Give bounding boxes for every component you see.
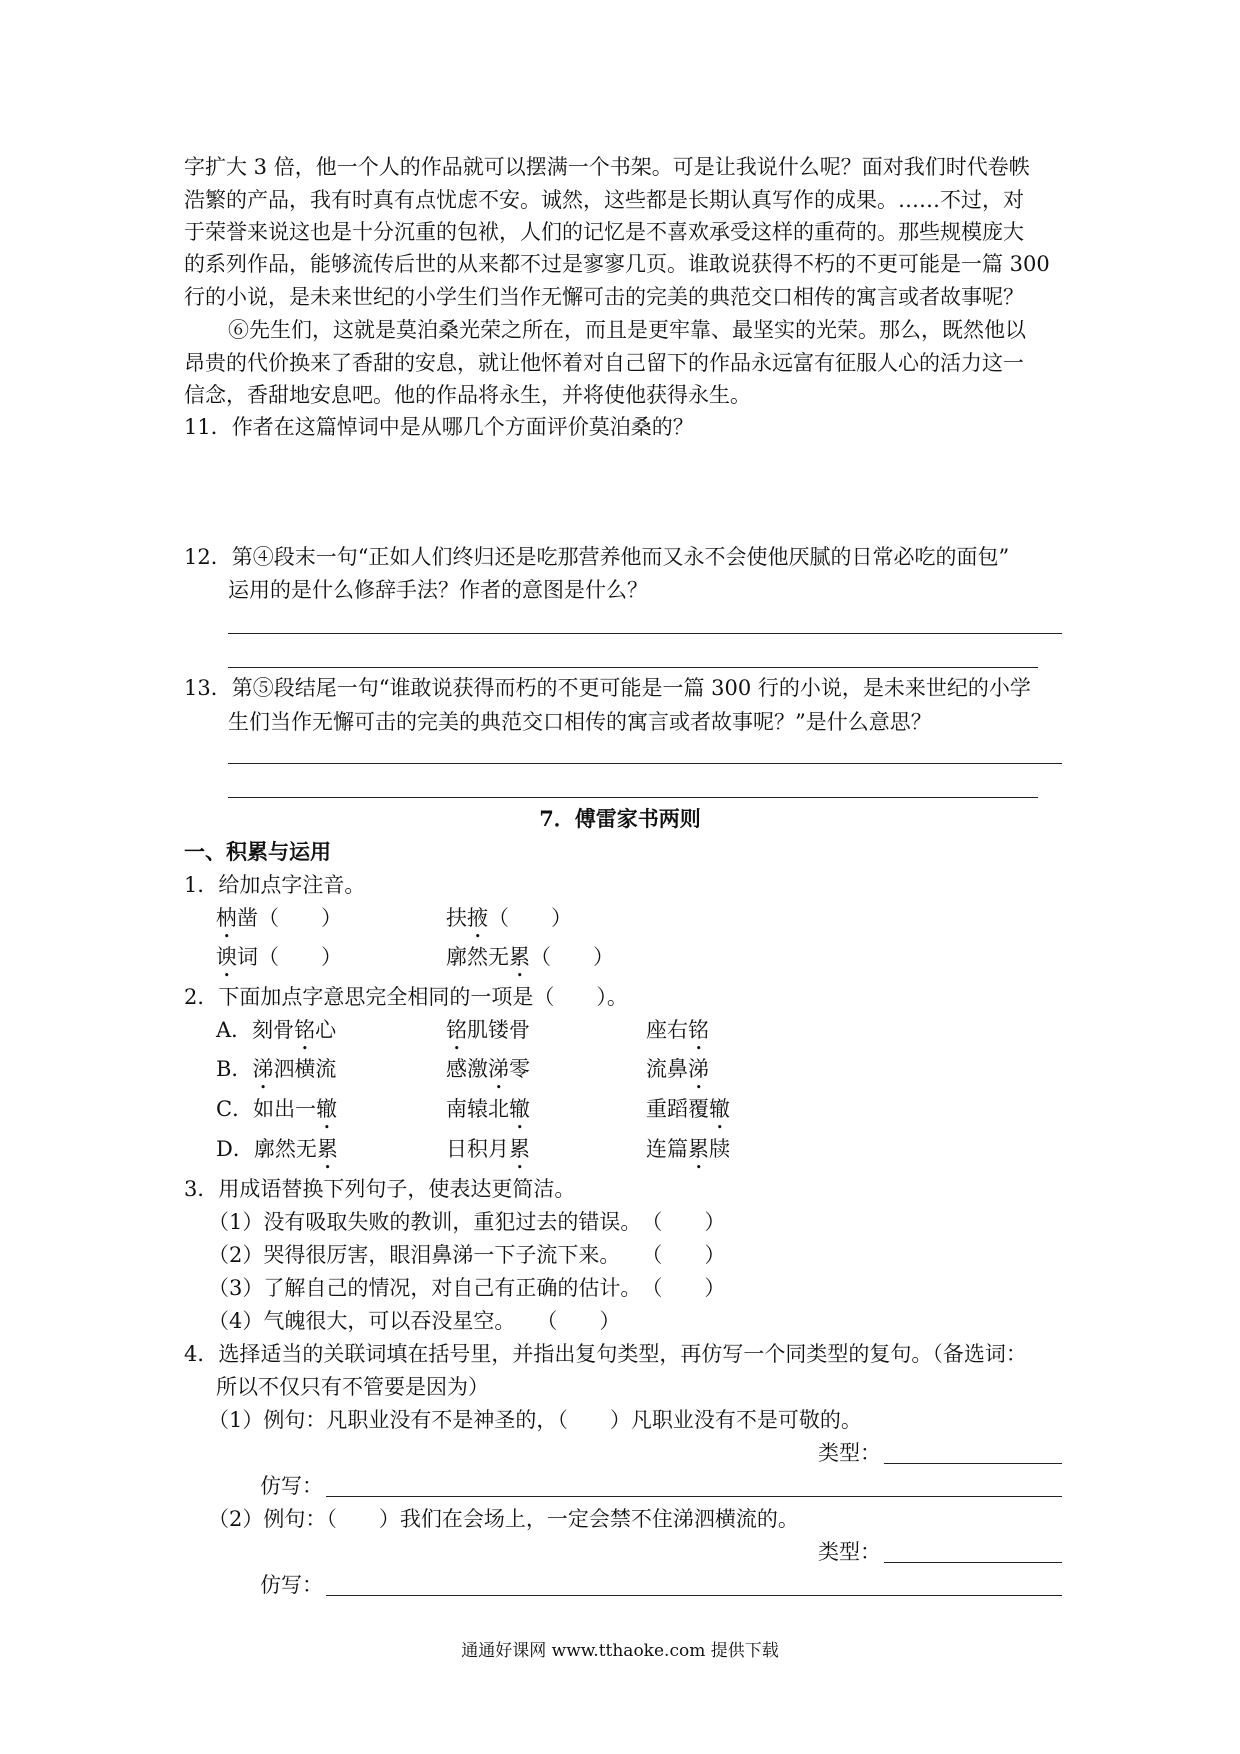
lesson-title: 7．傅雷家书两则 [539, 806, 701, 831]
option-cell: 连篇累牍 [646, 1137, 730, 1161]
page-footer: 通通好课网 www.tthaoke.com 提供下载 [461, 1641, 779, 1661]
lesson-question-4-line2: 所以不仅只有不管要是因为） [216, 1375, 489, 1399]
lesson-question-2: 2．下面加点字意思完全相同的一项是（ ）。 [184, 985, 628, 1009]
idiom-item: （4）气魄很大，可以吞没星空。 （ ） [208, 1309, 621, 1333]
option-cell: 日积月累 [446, 1137, 530, 1161]
dotted-char: 累 [316, 1137, 338, 1161]
dotted-char: 枘 [216, 906, 237, 930]
imitate-answer-line[interactable] [326, 1595, 1062, 1596]
imitate-answer-line[interactable] [326, 1496, 1062, 1497]
dotted-char: 累 [509, 945, 530, 969]
dotted-char: 涕 [688, 1057, 709, 1081]
question-13-line1: 13．第⑤段结尾一句“谁敢说获得而朽的不更可能是一篇 300 行的小说，是未来世纪的小学 [184, 676, 1031, 700]
answer-blank-line[interactable] [228, 763, 1062, 764]
passage-line: 浩繁的产品，我有时真有点忧虑不安。诚然，这些都是长期认真写作的成果。……不过，对 [184, 188, 1024, 212]
type-answer-line[interactable] [884, 1562, 1062, 1563]
lesson-question-3: 3．用成语替换下列句子，使表达更简洁。 [184, 1177, 576, 1201]
section-heading: 一、积累与运用 [184, 839, 331, 864]
dotted-char: 涕 [252, 1057, 274, 1081]
option-cell: B．涕泗横流 [216, 1057, 337, 1081]
dotted-char: 累 [688, 1137, 709, 1161]
option-cell: 感激涕零 [446, 1057, 530, 1081]
question-13-line2: 生们当作无懈可击的完美的典范交口相传的寓言或者故事呢？”是什么意思？ [228, 710, 932, 734]
question-12-line2: 运用的是什么修辞手法？作者的意图是什么？ [228, 578, 648, 602]
imitate-label: 仿写： [260, 1573, 323, 1597]
passage-line: 昂贵的代价换来了香甜的安息，就让他怀着对自己留下的作品永远富有征服人心的活力这一 [184, 351, 1024, 375]
option-cell: 重蹈覆辙 [646, 1097, 730, 1121]
dotted-char: 辙 [509, 1097, 530, 1121]
lesson-question-1: 1．给加点字注音。 [184, 873, 366, 897]
dotted-char: 铭 [688, 1018, 709, 1042]
dotted-char: 铭 [446, 1018, 467, 1042]
pinyin-item: 谀词（ ） [216, 945, 342, 969]
answer-blank-line[interactable] [228, 667, 1038, 668]
type-label: 类型： [818, 1441, 881, 1465]
dotted-char: 谀 [216, 945, 237, 969]
answer-blank-line[interactable] [228, 633, 1062, 634]
example-sentence-1: （1）例句：凡职业没有不是神圣的，（ ）凡职业没有不是可敬的。 [208, 1408, 862, 1432]
example-sentence-2: （2）例句：（ ）我们在会场上，一定会禁不住涕泗横流的。 [208, 1507, 799, 1531]
option-cell: 流鼻涕 [646, 1057, 709, 1081]
passage-line: 的系列作品，能够流传后世的从来都不过是寥寥几页。谁敢说获得不朽的不更可能是一篇 300 [184, 252, 1050, 276]
idiom-item: （1）没有吸取失败的教训，重犯过去的错误。 （ ） [208, 1210, 726, 1234]
passage-line: 行的小说，是未来世纪的小学生们当作无懈可击的完美的典范交口相传的寓言或者故事呢？ [184, 285, 1024, 309]
option-cell: 南辕北辙 [446, 1097, 530, 1121]
pinyin-item: 廓然无累（ ） [446, 945, 614, 969]
question-12-line1: 12．第④段末一句“正如人们终归还是吃那营养他而又永不会使他厌腻的日常必吃的面包” [184, 545, 1010, 569]
dotted-char: 掖 [467, 906, 488, 930]
dotted-char: 累 [509, 1137, 530, 1161]
imitate-label: 仿写： [260, 1474, 323, 1498]
passage-line: 于荣誉来说这也是十分沉重的包袱，人们的记忆是不喜欢承受这样的重荷的。那些规模庞大 [184, 220, 1024, 244]
type-label: 类型： [818, 1540, 881, 1564]
dotted-char: 辙 [709, 1097, 730, 1121]
dotted-char: 涕 [488, 1057, 509, 1081]
dotted-char: 铭 [294, 1018, 316, 1042]
idiom-item: （2）哭得很厉害，眼泪鼻涕一下子流下来。 （ ） [208, 1243, 726, 1267]
pinyin-item: 枘凿（ ） [216, 906, 342, 930]
answer-blank-line[interactable] [228, 797, 1038, 798]
pinyin-item: 扶掖（ ） [446, 906, 572, 930]
option-cell: 座右铭 [646, 1018, 709, 1042]
idiom-item: （3）了解自己的情况，对自己有正确的估计。 （ ） [208, 1276, 726, 1300]
option-cell: C．如出一辙 [216, 1097, 338, 1121]
question-11: 11．作者在这篇悼词中是从哪几个方面评价莫泊桑的？ [184, 415, 694, 439]
option-cell: 铭肌镂骨 [446, 1018, 530, 1042]
dotted-char: 辙 [316, 1097, 338, 1121]
lesson-question-4-line1: 4．选择适当的关联词填在括号里，并指出复句类型，再仿写一个同类型的复句。（备选词： [184, 1342, 1027, 1366]
option-cell: A．刻骨铭心 [216, 1018, 337, 1042]
passage-line: 信念，香甜地安息吧。他的作品将永生，并将使他获得永生。 [184, 383, 751, 407]
type-answer-line[interactable] [884, 1463, 1062, 1464]
passage-line: ⑥先生们，这就是莫泊桑光荣之所在，而且是更牢靠、最坚实的光荣。那么，既然他以 [228, 318, 1026, 342]
option-cell: D．廓然无累 [216, 1137, 338, 1161]
passage-line: 字扩大 3 倍，他一个人的作品就可以摆满一个书架。可是让我说什么呢？面对我们时代卷帙 [184, 155, 1030, 179]
